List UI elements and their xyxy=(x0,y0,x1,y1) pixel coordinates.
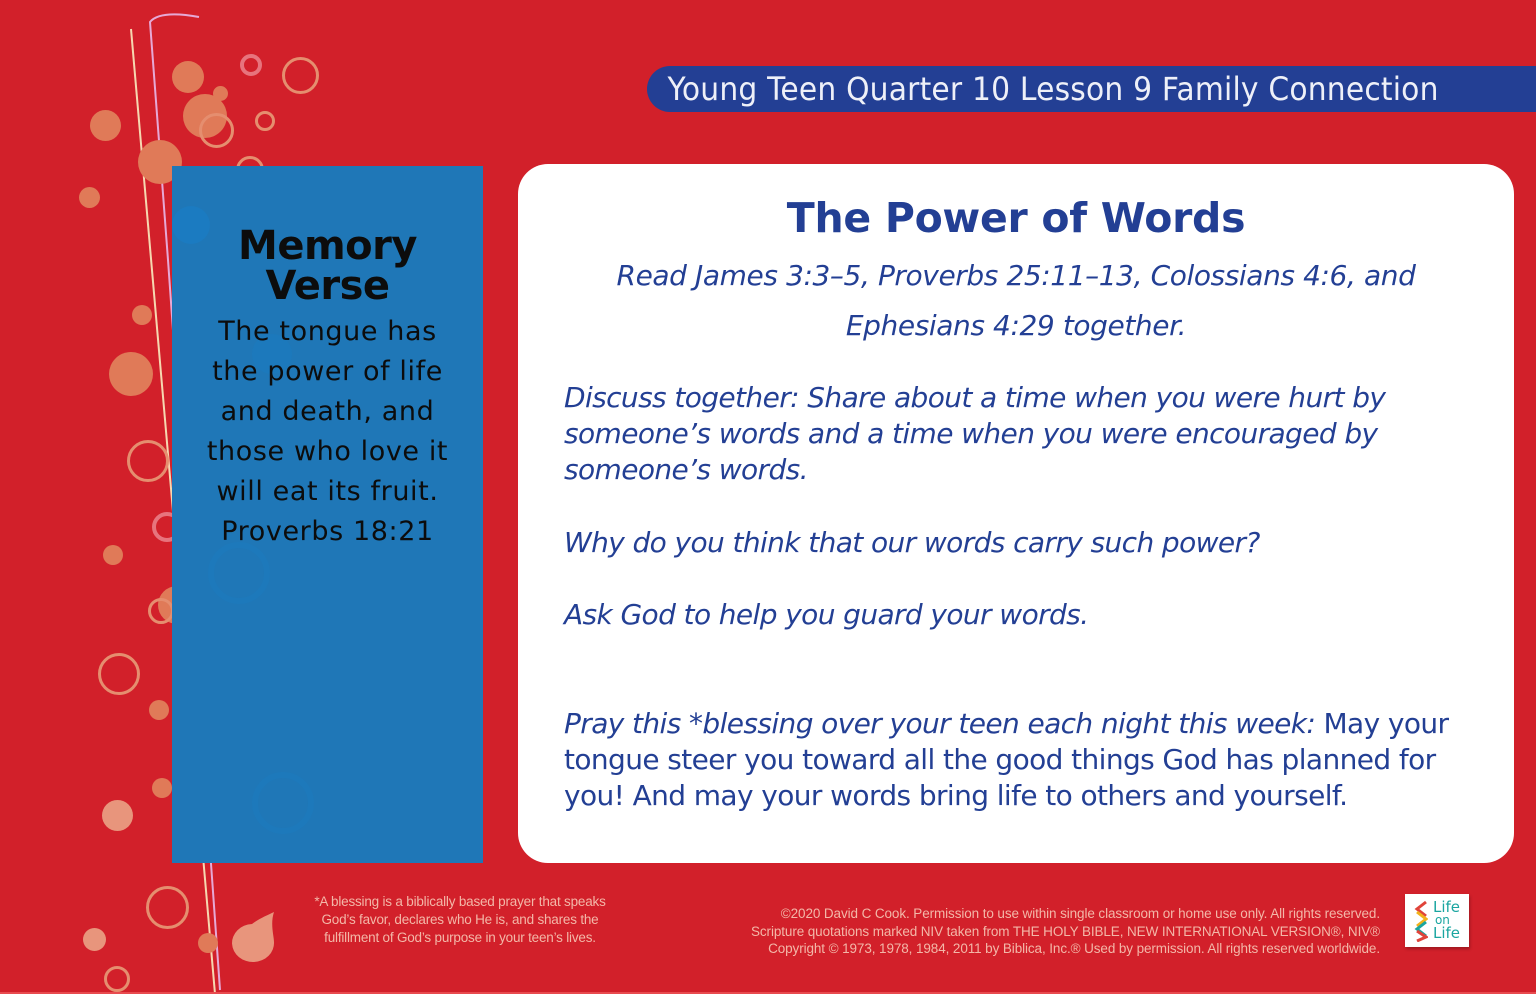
verse-line: those who love it xyxy=(206,436,449,467)
scripture-reading-line: Ephesians 4:29 together. xyxy=(845,309,1187,342)
logo-line: Life xyxy=(1432,924,1461,942)
verse-line: and death, and xyxy=(220,396,435,427)
chevron-stack-icon xyxy=(1414,900,1428,942)
footnote-line: God’s favor, declares who He is, and shares the xyxy=(321,912,599,927)
copyright-line: Copyright © 1973, 1978, 1984, 2011 by Biblica, Inc.® Used by permission. All rights reserved worldwide. xyxy=(768,941,1380,956)
logo-line: Life xyxy=(1432,898,1461,916)
blessing-paragraph xyxy=(564,706,1484,814)
lesson-title: The Power of Words xyxy=(786,194,1246,242)
heading-line: Memory xyxy=(238,223,417,269)
verse-line: The tongue has xyxy=(218,316,437,347)
question-prompt: Why do you think that our words carry such power? xyxy=(564,526,1260,559)
memory-verse-reference: Proverbs 18:21 xyxy=(221,516,434,547)
logo-line: on xyxy=(1434,913,1450,927)
copyright-line: ©2020 David C Cook. Permission to use within single classroom or home use only. All rights reserved. xyxy=(780,906,1380,921)
teardrop-icon xyxy=(230,910,276,962)
memory-verse-panel xyxy=(172,166,483,863)
blessing-footnote xyxy=(300,893,620,947)
lesson-card xyxy=(518,164,1514,863)
page-title: Young Teen Quarter 10 Lesson 9 Family Connection xyxy=(667,70,1439,108)
blessing-text: May your tongue steer you toward all the good things God has planned for you! And may your words bring life to others and yourself. xyxy=(564,707,1449,812)
prayer-prompt: Ask God to help you guard your words. xyxy=(564,598,1089,631)
footnote-line: *A blessing is a biblically based prayer that speaks xyxy=(314,894,606,909)
panel-bubble-icon xyxy=(252,772,314,834)
logo-wordmark xyxy=(1432,898,1461,942)
life-on-life-logo xyxy=(1405,894,1469,947)
discuss-prompt: Discuss together: Share about a time when you were hurt by someone’s words and a time when you were encouraged by someone’s words. xyxy=(564,381,1386,486)
heading-line: Verse xyxy=(265,263,390,309)
header-banner xyxy=(647,66,1536,112)
scripture-reading-line: Read James 3:3–5, Proverbs 25:11–13, Colossians 4:6, and xyxy=(616,259,1416,292)
memory-verse-heading xyxy=(172,223,483,309)
footnote-line: fulfillment of God’s purpose in your teen’s lives. xyxy=(324,930,596,945)
copyright-line: Scripture quotations marked NIV taken from THE HOLY BIBLE, NEW INTERNATIONAL VERSION®, NIV® xyxy=(751,923,1380,939)
copyright-notice xyxy=(640,905,1380,958)
blessing-intro: Pray this *blessing over your teen each night this week: xyxy=(564,707,1316,740)
memory-verse-text xyxy=(172,312,483,512)
verse-line: will eat its fruit. xyxy=(216,476,439,507)
verse-line: the power of life xyxy=(212,356,443,387)
